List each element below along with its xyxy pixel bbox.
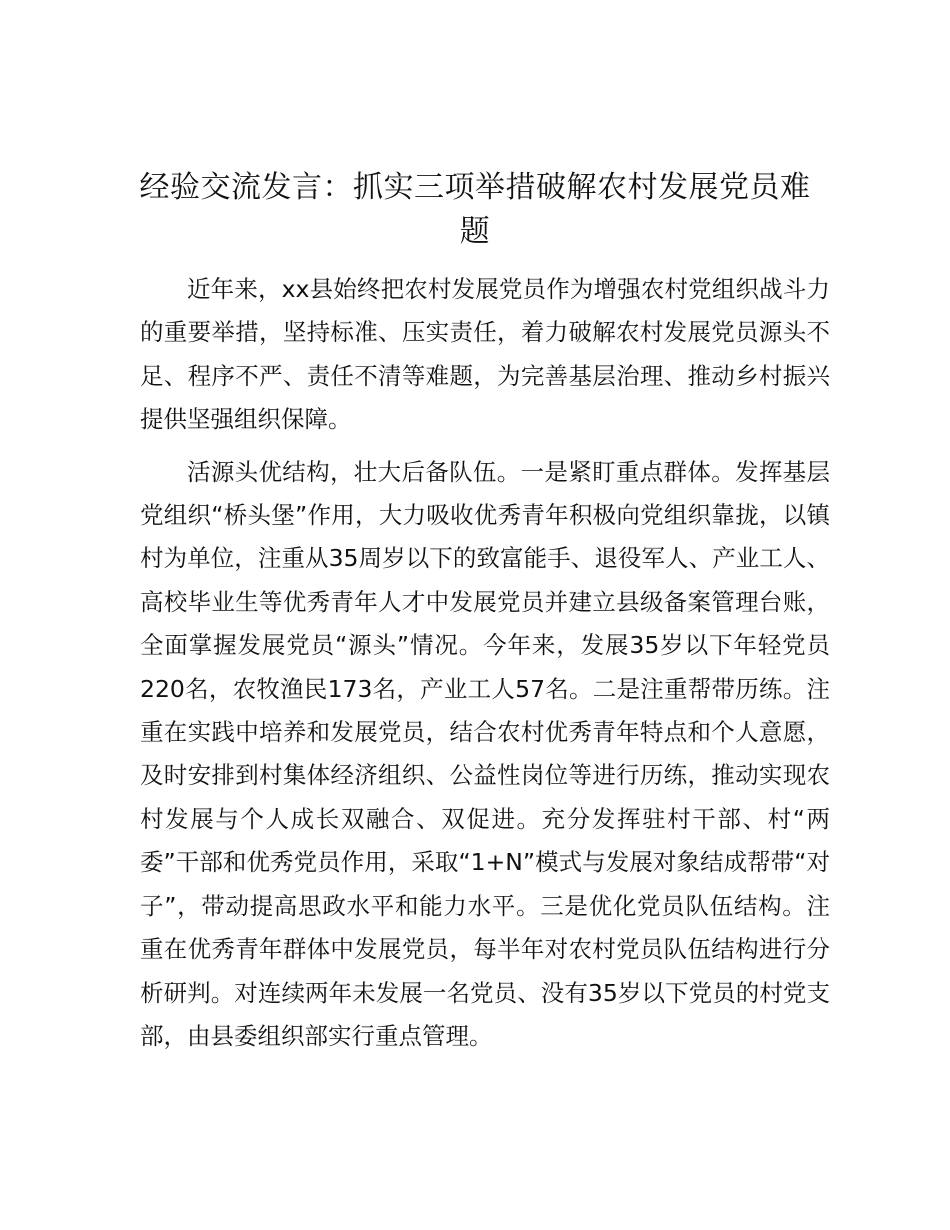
paragraph-source-structure: 活源头优结构，壮大后备队伍。一是紧盯重点群体。发挥基层党组织“桥头堡”作用，大力吸收优秀青年积极向党组织靠拢，以镇村为单位，注重从35周岁以下的致富能手、退役军人、产业工人、高校毕业生等优秀青年人才中发展党员并建立县级备案管理台账，全面掌握发展党员“源头”情况。今年来，发展35岁以下年轻党员220名，农牧渔民173名，产业工人57名。二是注重帮带历练。注重在实践中培养和发展党员，结合农村优秀青年特点和个人意愿，及时安排到村集体经济组织、公益性岗位等进行历练，推动实现农村发展与个人成长双融合、双促进。充分发挥驻村干部、村“两委”干部和优秀党员作用，采取“1+N”模式与发展对象结成帮带“对子”，带动提高思政水平和能力水平。三是优化党员队伍结构。注重在优秀青年群体中发展党员，每半年对农村党员队伍结构进行分析研判。对连续两年未发展一名党员、没有35岁以下党员的村党支部，由县委组织部实行重点管理。 — [140, 457, 830, 1050]
document-title: 经验交流发言：抓实三项举措破解农村发展党员难题 — [139, 170, 811, 249]
document-body — [140, 268, 830, 1058]
paragraph-intro: 近年来，xx县始终把农村发展党员作为增强农村党组织战斗力的重要举措，坚持标准、压实责任，着力破解农村发展党员源头不足、程序不严、责任不清等难题，为完善基层治理、推动乡村振兴提供坚强组织保障。 — [140, 275, 830, 434]
